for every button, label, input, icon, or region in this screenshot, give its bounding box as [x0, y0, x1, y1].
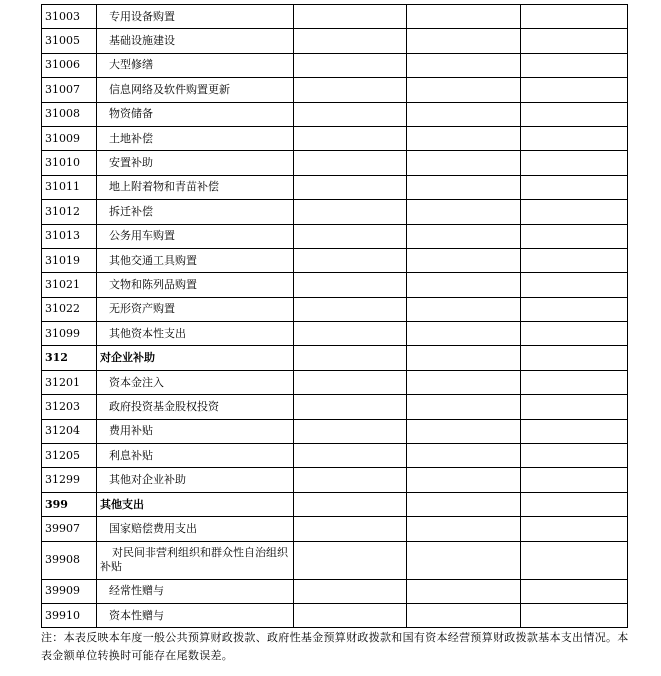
row-name: 国家赔偿费用支出: [97, 517, 294, 541]
amount-cell: [521, 53, 628, 77]
category-name: 其他支出: [97, 492, 294, 516]
amount-cell: [407, 29, 521, 53]
amount-cell: [407, 102, 521, 126]
row-name: 资本金注入: [97, 370, 294, 394]
amount-cell: [294, 492, 407, 516]
amount-cell: [294, 322, 407, 346]
amount-cell: [521, 78, 628, 102]
row-code: 31009: [42, 126, 97, 150]
row-name: 专用设备购置: [97, 5, 294, 29]
row-code: 31203: [42, 395, 97, 419]
amount-cell: [294, 603, 407, 627]
row-code: 31204: [42, 419, 97, 443]
amount-cell: [294, 29, 407, 53]
row-name: 大型修缮: [97, 53, 294, 77]
amount-cell: [407, 248, 521, 272]
table-row: [42, 248, 628, 272]
amount-cell: [407, 175, 521, 199]
table-row: [42, 273, 628, 297]
amount-cell: [407, 468, 521, 492]
row-code: 31012: [42, 200, 97, 224]
row-name: 无形资产购置: [97, 297, 294, 321]
row-name: 经常性赠与: [97, 579, 294, 603]
amount-cell: [521, 370, 628, 394]
row-name: 地上附着物和青苗补偿: [97, 175, 294, 199]
table-row: [42, 370, 628, 394]
amount-cell: [294, 5, 407, 29]
amount-cell: [407, 346, 521, 370]
table-row: [42, 102, 628, 126]
amount-cell: [521, 346, 628, 370]
amount-cell: [407, 273, 521, 297]
table-row: [42, 126, 628, 150]
amount-cell: [294, 346, 407, 370]
expenditure-table: [41, 4, 628, 628]
row-code: 39907: [42, 517, 97, 541]
amount-cell: [294, 273, 407, 297]
amount-cell: [521, 492, 628, 516]
row-name: 文物和陈列品购置: [97, 273, 294, 297]
table-row: [42, 53, 628, 77]
row-name: 利息补贴: [97, 444, 294, 468]
amount-cell: [407, 53, 521, 77]
amount-cell: [294, 370, 407, 394]
amount-cell: [294, 468, 407, 492]
amount-cell: [521, 273, 628, 297]
amount-cell: [294, 444, 407, 468]
row-code: 31099: [42, 322, 97, 346]
amount-cell: [521, 322, 628, 346]
amount-cell: [407, 395, 521, 419]
amount-cell: [294, 175, 407, 199]
amount-cell: [294, 53, 407, 77]
table-row: [42, 78, 628, 102]
amount-cell: [294, 248, 407, 272]
table-row: [42, 175, 628, 199]
row-name: 对民间非营利组织和群众性自治组织补贴: [97, 541, 294, 579]
amount-cell: [521, 224, 628, 248]
table-row: [42, 200, 628, 224]
row-code: 31205: [42, 444, 97, 468]
amount-cell: [294, 419, 407, 443]
amount-cell: [521, 579, 628, 603]
table-row: [42, 603, 628, 627]
category-name: 对企业补助: [97, 346, 294, 370]
amount-cell: [294, 395, 407, 419]
amount-cell: [407, 370, 521, 394]
row-code: 31003: [42, 5, 97, 29]
amount-cell: [407, 541, 521, 579]
amount-cell: [521, 395, 628, 419]
amount-cell: [521, 102, 628, 126]
amount-cell: [407, 151, 521, 175]
amount-cell: [407, 297, 521, 321]
table-row: [42, 419, 628, 443]
row-name: 拆迁补偿: [97, 200, 294, 224]
amount-cell: [407, 322, 521, 346]
amount-cell: [294, 579, 407, 603]
amount-cell: [407, 78, 521, 102]
row-code: 31007: [42, 78, 97, 102]
amount-cell: [294, 517, 407, 541]
row-code: 31008: [42, 102, 97, 126]
amount-cell: [521, 444, 628, 468]
amount-cell: [521, 541, 628, 579]
category-row: [42, 492, 628, 516]
row-code: 31201: [42, 370, 97, 394]
amount-cell: [407, 492, 521, 516]
table-row: [42, 322, 628, 346]
amount-cell: [521, 29, 628, 53]
amount-cell: [407, 126, 521, 150]
amount-cell: [521, 126, 628, 150]
amount-cell: [407, 224, 521, 248]
row-code: 31010: [42, 151, 97, 175]
amount-cell: [294, 78, 407, 102]
row-name: 基础设施建设: [97, 29, 294, 53]
row-name: 安置补助: [97, 151, 294, 175]
amount-cell: [407, 200, 521, 224]
row-code: 39909: [42, 579, 97, 603]
amount-cell: [521, 468, 628, 492]
amount-cell: [407, 419, 521, 443]
table-row: [42, 29, 628, 53]
amount-cell: [521, 200, 628, 224]
amount-cell: [521, 5, 628, 29]
row-code: 31011: [42, 175, 97, 199]
amount-cell: [294, 541, 407, 579]
row-name: 其他资本性支出: [97, 322, 294, 346]
row-code: 31299: [42, 468, 97, 492]
row-name: 其他交通工具购置: [97, 248, 294, 272]
table-row: [42, 297, 628, 321]
row-name: 资本性赠与: [97, 603, 294, 627]
table-row: [42, 224, 628, 248]
amount-cell: [521, 419, 628, 443]
row-code: 39910: [42, 603, 97, 627]
table-footnote: 注：本表反映本年度一般公共预算财政拨款、政府性基金预算财政拨款和国有资本经营预算财政拨款基本支出情况。本表金额单位转换时可能存在尾数误差。: [41, 631, 629, 662]
amount-cell: [407, 5, 521, 29]
table-row: [42, 444, 628, 468]
amount-cell: [521, 151, 628, 175]
category-code: 399: [42, 492, 97, 516]
row-name: 物资储备: [97, 102, 294, 126]
table-row: [42, 395, 628, 419]
row-code: 31006: [42, 53, 97, 77]
amount-cell: [521, 248, 628, 272]
row-name: 土地补偿: [97, 126, 294, 150]
amount-cell: [407, 517, 521, 541]
amount-cell: [294, 224, 407, 248]
row-code: 31019: [42, 248, 97, 272]
row-code: 31013: [42, 224, 97, 248]
category-code: 312: [42, 346, 97, 370]
table-row: [42, 517, 628, 541]
amount-cell: [294, 200, 407, 224]
amount-cell: [407, 579, 521, 603]
amount-cell: [407, 603, 521, 627]
row-code: 39908: [42, 541, 97, 579]
amount-cell: [294, 126, 407, 150]
amount-cell: [294, 297, 407, 321]
row-name: 费用补贴: [97, 419, 294, 443]
table-row: [42, 579, 628, 603]
category-row: [42, 346, 628, 370]
amount-cell: [521, 517, 628, 541]
table-row: [42, 5, 628, 29]
row-name: 其他对企业补助: [97, 468, 294, 492]
amount-cell: [521, 603, 628, 627]
row-code: 31005: [42, 29, 97, 53]
row-name: 政府投资基金股权投资: [97, 395, 294, 419]
row-name: 信息网络及软件购置更新: [97, 78, 294, 102]
table-row: [42, 151, 628, 175]
row-code: 31022: [42, 297, 97, 321]
amount-cell: [521, 175, 628, 199]
row-name: 公务用车购置: [97, 224, 294, 248]
amount-cell: [294, 102, 407, 126]
amount-cell: [294, 151, 407, 175]
table-row: [42, 468, 628, 492]
amount-cell: [521, 297, 628, 321]
table-row: [42, 541, 628, 579]
amount-cell: [407, 444, 521, 468]
row-code: 31021: [42, 273, 97, 297]
